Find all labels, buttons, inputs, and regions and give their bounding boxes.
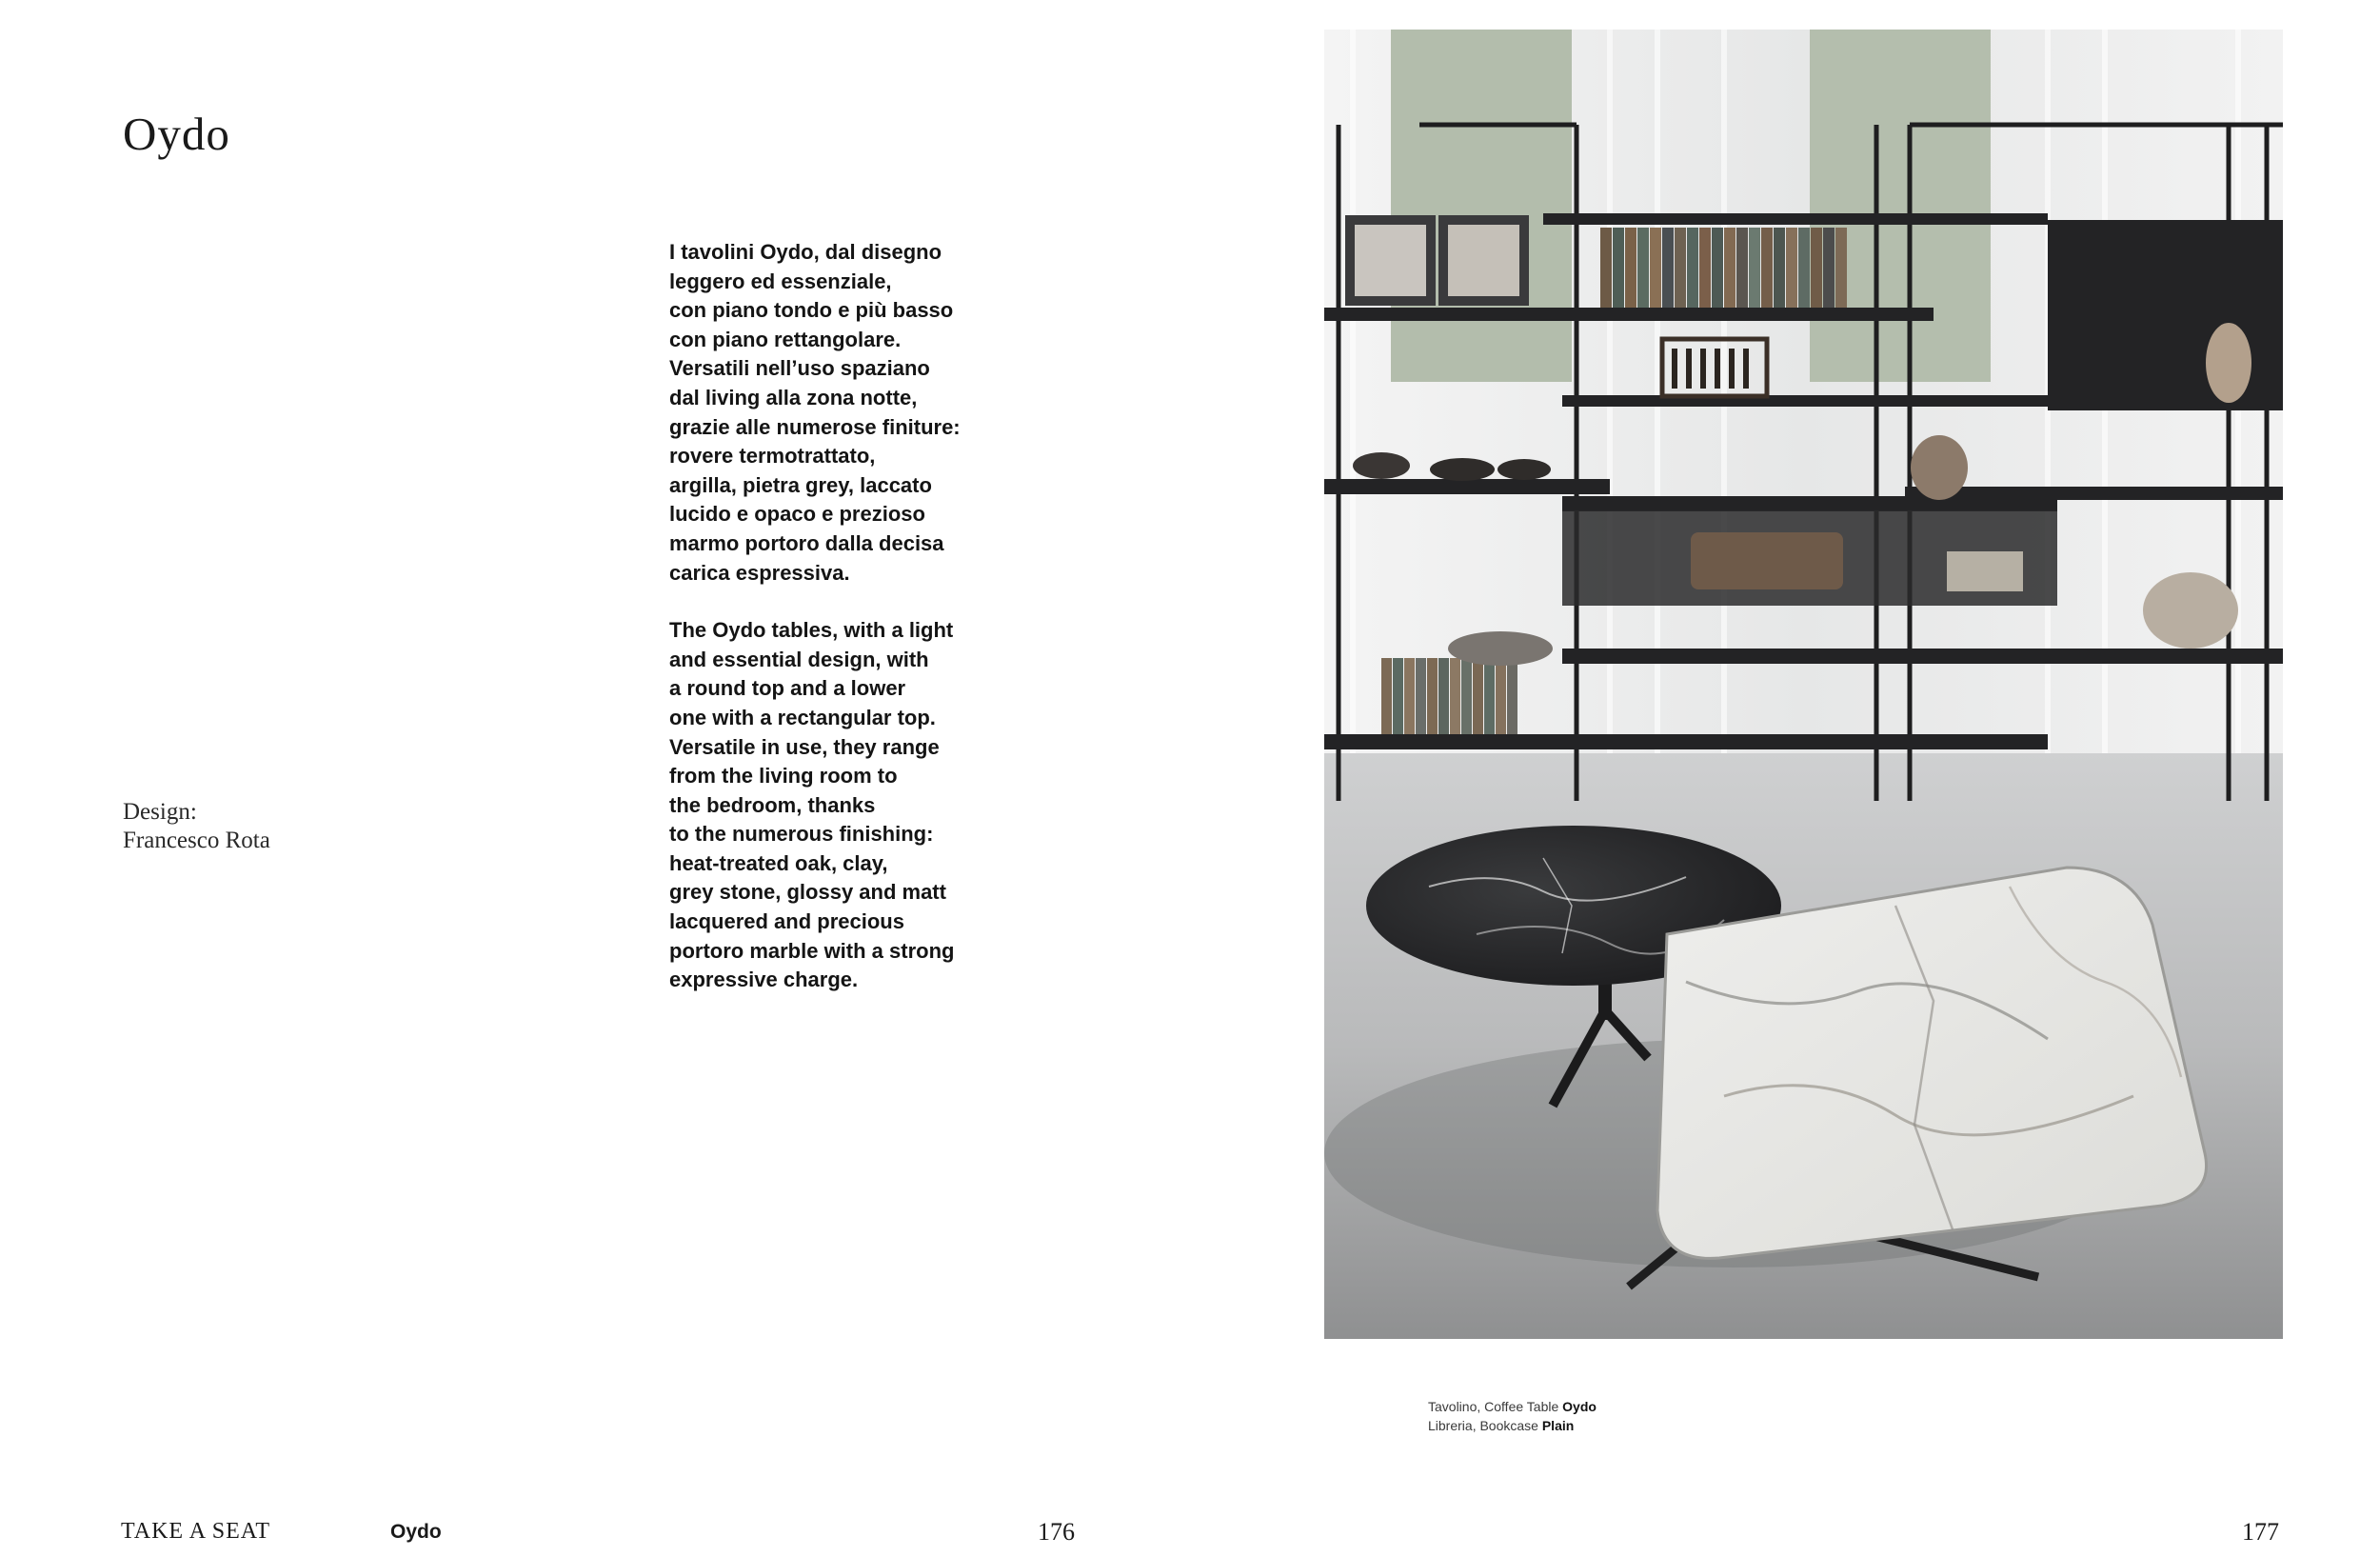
- caption-line-table: [1428, 1397, 1597, 1416]
- page-number-right: 177: [2242, 1518, 2279, 1546]
- caption-bookcase-label: Libreria, Bookcase: [1428, 1418, 1538, 1433]
- caption-line-bookcase: [1428, 1416, 1597, 1435]
- designer-name: Francesco Rota: [123, 828, 270, 853]
- caption-table-label: Tavolino, Coffee Table: [1428, 1399, 1559, 1414]
- design-label: Design:: [123, 799, 197, 825]
- page-number-left: 176: [1038, 1518, 1075, 1546]
- photo-caption: [1428, 1397, 1597, 1435]
- design-credit: [123, 798, 270, 855]
- caption-table-product: Oydo: [1562, 1399, 1597, 1414]
- description-english: The Oydo tables, with a light and essential design, with a round top and a lower one with a rectangular top. Versatile in use, they range from the living room to the bedroom, thanks to the numerous finishing: heat-treated oak, clay, grey stone, glossy and matt lacquered and precious portoro marble with a strong expressive charge.: [669, 618, 955, 992]
- description-italian: I tavolini Oydo, dal disegno leggero ed essenziale, con piano tondo e più basso con piano rettangolare. Versatili nell’uso spaziano dal living alla zona notte, grazie alle numerose finiture: rovere termotrattato, argilla, pietra grey, laccato lucido e opaco e prezioso marmo portoro dalla decisa carica espressiva.: [669, 240, 961, 585]
- product-photo: [1324, 30, 2283, 1339]
- footer-section-title: TAKE A SEAT: [121, 1519, 271, 1544]
- page-title: Oydo: [123, 108, 230, 160]
- footer-product-name: Oydo: [390, 1521, 442, 1543]
- caption-bookcase-product: Plain: [1541, 1418, 1575, 1433]
- description: [669, 238, 983, 995]
